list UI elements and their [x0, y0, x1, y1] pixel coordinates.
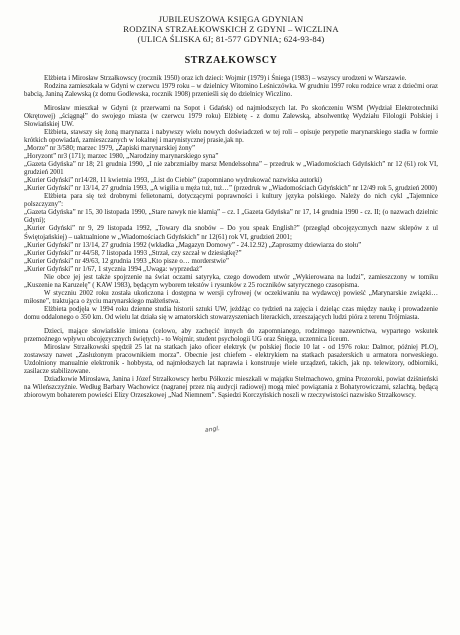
paragraph: „Kurier Gdyński” nr 1/67, 1 stycznia 1994 „Uwaga: wyprzedaż”: [24, 265, 203, 273]
handwritten-note: angl.: [204, 424, 221, 435]
paragraph: Elżbieta para się też drobnymi felietonami, dotyczącymi poprawności i kultury języka polskiego. Należy do nich cykl „Tajemnice polszczyzny”:: [24, 193, 438, 209]
paragraph: „Gazeta Gdyńska” nr 18; 21 grudnia 1990, „I nie zabrzmiałby marsz Mendelssohna” – przedruk w „Wiadomościach Gdyńskich” nr 12 (61) rok VI, grudzień 2001: [24, 161, 438, 177]
paragraph: Elżbieta, stawszy się żoną marynarza i nabywszy wielu nowych doświadczeń w tej roli – opisuje perypetie marynarskiego stadła w formie krótkich opowiadań, zamieszczanych w lokalnej i marynistycznej prasie,jak np.: [24, 128, 438, 144]
paragraph: W styczniu 2002 roku została ukończona i dostępna w wersji cyfrowej (w oczekiwaniu na wydawcę) powieść „Marynarskie związki… miłosne”, traktująca o życiu marynarskiego małżeństwa.: [24, 289, 438, 305]
paragraph: „Kurier Gdyński” nr14/28, 11 kwietnia 1993, „List do Ciebie” (zapomniano wydrukować nazwiska autorki): [24, 177, 322, 185]
paragraph: Elżbieta i Mirosław Strzałkowscy (rocznik 1950) oraz ich dzieci: Wojmir (1979) i Śniega (1983) – wszyscy urodzeni w Warszawie.: [44, 74, 407, 82]
paragraph: „Kurier Gdyński” nr 13/14, 27 grudnia 1993, „A wigilia u męża tuż, tuż…” (przedruk w „Wiadomościach Gdyńskich” nr 12/49 rok 5, grudzień 2000): [24, 185, 438, 193]
paragraph: „Kurier Gdyński” nr 49/63, 12 grudnia 1993 „Kto pisze o… morderstwie”: [24, 257, 229, 265]
header-line-1: JUBILEUSZOWA KSIĘGA GDYNIAN: [158, 14, 304, 24]
paragraph: Mirosław Strzałkowski spędził 25 lat na statkach jako oficer elektryk (w polskiej flocie 10 lat - od 1976 roku: Dalmor, później PLO), zostawszy nawet „Zasłużonym pracownikiem morza”. Obecnie jest chiefem - elektrykiem na statkach pasażerskich u armatora norweskiego. Uzdolniony manualnie elektronik - hobbysta, od najmłodszych lat naprawia i konstruuje wiele urządzeń, takich, jak np. telewizory, odbiorniki, zasilacze stabilizowane.: [24, 344, 438, 376]
document-header: [24, 14, 438, 45]
paragraph: „Morze” nr 3/580; marzec 1979, „Zapiski marynarskiej żony”: [24, 144, 196, 152]
header-line-2: RODZINA STRZAŁKOWSKICH Z GDYNI – WICZLINA: [123, 24, 339, 35]
header-line-3: (ULICA ŚLISKA 6J; 81-577 GDYNIA; 624-93-84): [137, 34, 325, 45]
paragraph: „Gazeta Gdyńska” nr 15, 30 listopada 1990, „Stare nawyk nie kłamią” – cz. I „Gazeta Gdyńska” nr 17, 14 grudnia 1990 - cz. II; (o nazwach dzielnic Gdyni);: [24, 209, 438, 225]
document-title: STRZAŁKOWSCY: [184, 54, 278, 66]
paragraph: „Kurier Gdyński” nr 13/14, 27 grudnia 1992 (wkładka „Magazyn Domowy” - 24.12.92) „Zaproszmy dziewiarza do stołu”: [24, 241, 362, 249]
paragraph: Dziadkowie Mirosława, Janina i Józef Strzałkowscy herbu Półkozic mieszkali w majątku Stelmachowo, gmina Prozoroki, powiat dziśnieński na Wileńszczyźnie. Według Barbary Wachowicz (nagranej przez nią audycji radiowej) mogą mieć powiązania z Bohatyrowiczami, szlachtą, będącą zbiorowym bohaterem powieści Elizy Orzeszkowej „Nad Niemnem”. Sąsiedzi Korczyńskich noszli w rzeczywistości nazwisko Strzałkowscy.: [24, 376, 438, 400]
paragraph: Mirosław mieszkał w Gdyni (z przerwami na Sopot i Gdańsk) od najmłodszych lat. Po skończeniu WSM (Wydział Elektrotechniki Okrętowej) „ściągnął” do swojego miasta (w czerwcu 1979 roku) Elżbietę - z domu Zalewską, absolwentkę Wydziału Filologii Polskiej i Słowiańskiej UW.: [24, 104, 438, 128]
paragraph: „Kurier Gdyński” nr 44/58, 7 listopada 1993 „Strzał, czy szczał w dziesiątkę?”: [24, 249, 242, 257]
paragraph: Nie obce jej jest także spojrzenie na świat oczami satyryka, czego dowodem utwór „Wykierowana na ludzi”, zamieszczony w tomiku „Kuszenie na Karuzelę” ( KAW 1983), będącym wyborem tekstów i rysunków z 25 roczników satyrycznego czasopisma.: [24, 273, 438, 289]
paragraph: Elżbieta podjęła w 1994 roku dzienne studia historii sztuki UW, jeżdżąc co tydzień na zajęcia i dzieląc czas między naukę i prowadzenie domu oddalonego o 350 km. Od wielu lat działa się w amatorskich stowarzyszeniach literackich, zrzeszających ludzi pióra z terenu Trójmiasta.: [24, 305, 438, 321]
paragraph: „Kurier Gdyński” nr 9, 29 listopada 1992, „Towary dla snobów – Do you speak English?” (przegląd obcojęzycznych nazw sklepów z ul Świętojańskiej) – uaktualnione w „Wiadomościach Gdyńskich” nr 12(61) rok VI, grudzień 2001;: [24, 225, 438, 241]
paragraph: Dzieci, mające słowiańskie imiona (celowo, aby zachęcić innych do zapomnianego, rodzimego nazewnictwa, wypartego wskutek przemożnego wpływu obcojęzycznych świętych) - to Wojmir, student psychologii UG oraz Śnięga, uczennica liceum.: [24, 328, 438, 344]
paragraph: „Horyzont” nr3 (171); marzec 1980, „Narodziny marynarskiego syna”: [24, 153, 219, 161]
document-body: [24, 75, 438, 401]
paragraph: Rodzina zamieszkała w Gdyni w czerwcu 1979 roku – w dzielnicy Witomino Leśniczówka. W grudniu 1997 roku rodzice wraz z dziećmi oraz babcią, Janiną Zalewską (z domu Godlewska, rocznik 1908) przenieśli się do dzielnicy Wiczlino.: [24, 82, 438, 98]
